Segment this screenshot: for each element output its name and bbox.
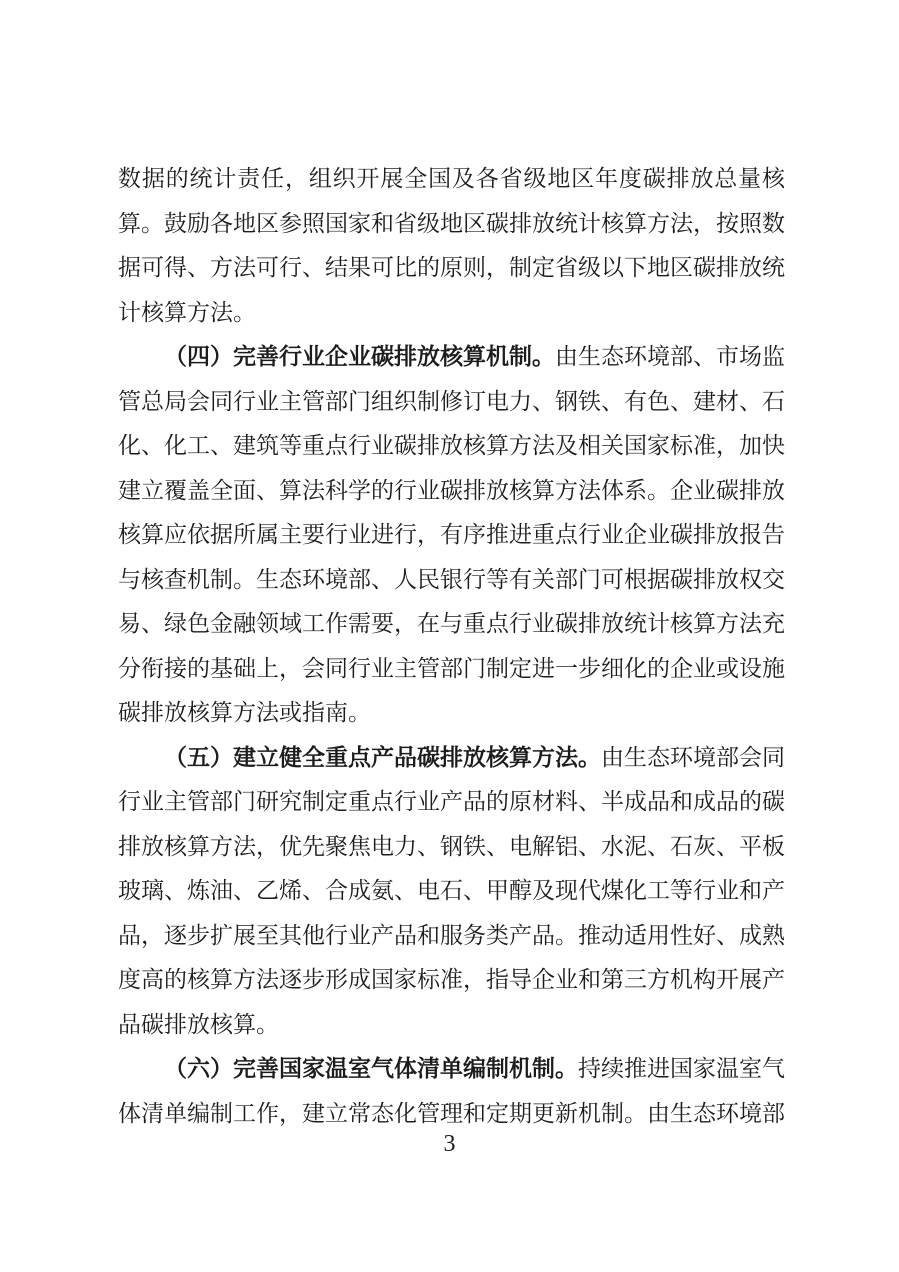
section-5-heading: （五）建立健全重点产品碳排放核算方法。 (164, 744, 601, 770)
document-body (118, 157, 785, 1136)
paragraph-text: 由生态环境部、市场监管总局会同行业主管部门组织制修订电力、钢铁、有色、建材、石化、化工、建筑等重点行业碳排放核算方法及相关国家标准，加快建立覆盖全面、算法科学的行业碳排放核算方法体系。企业碳排放核算应依据所属主要行业进行，有序推进重点行业企业碳排放报告与核查机制。生态环境部、人民银行等有关部门可根据碳排放权交易、绿色金融领域工作需要，在与重点行业碳排放统计核算方法充分衔接的基础上，会同行业主管部门制定进一步细化的企业或设施碳排放核算方法或指南。 (118, 344, 785, 725)
paragraph (118, 335, 785, 736)
paragraph-text: 由生态环境部会同行业主管部门研究制定重点行业产品的原材料、半成品和成品的碳排放核算方法，优先聚焦电力、钢铁、电解铝、水泥、石灰、平板玻璃、炼油、乙烯、合成氨、电石、甲醇及现代煤化工等行业和产品，逐步扩展至其他行业产品和服务类产品。推动适用性好、成熟度高的核算方法逐步形成国家标准，指导企业和第三方机构开展产品碳排放核算。 (118, 744, 785, 1037)
section-4-heading: （四）完善行业企业碳排放核算机制。 (164, 344, 555, 369)
paragraph (118, 157, 785, 335)
page-number: 3 (443, 1131, 456, 1157)
paragraph-text: 数据的统计责任，组织开展全国及各省级地区年度碳排放总量核算。鼓励各地区参照国家和省级地区碳排放统计核算方法，按照数据可得、方法可行、结果可比的原则，制定省级以下地区碳排放统计核算方法。 (118, 166, 785, 325)
paragraph (118, 736, 785, 1048)
paragraph-text: 持续推进国家温室气体清单编制工作，建立常态化管理和定期更新机制。由生态环境部 (118, 1056, 785, 1126)
paragraph (118, 1047, 785, 1136)
section-6-heading: （六）完善国家温室气体清单编制机制。 (164, 1056, 578, 1081)
